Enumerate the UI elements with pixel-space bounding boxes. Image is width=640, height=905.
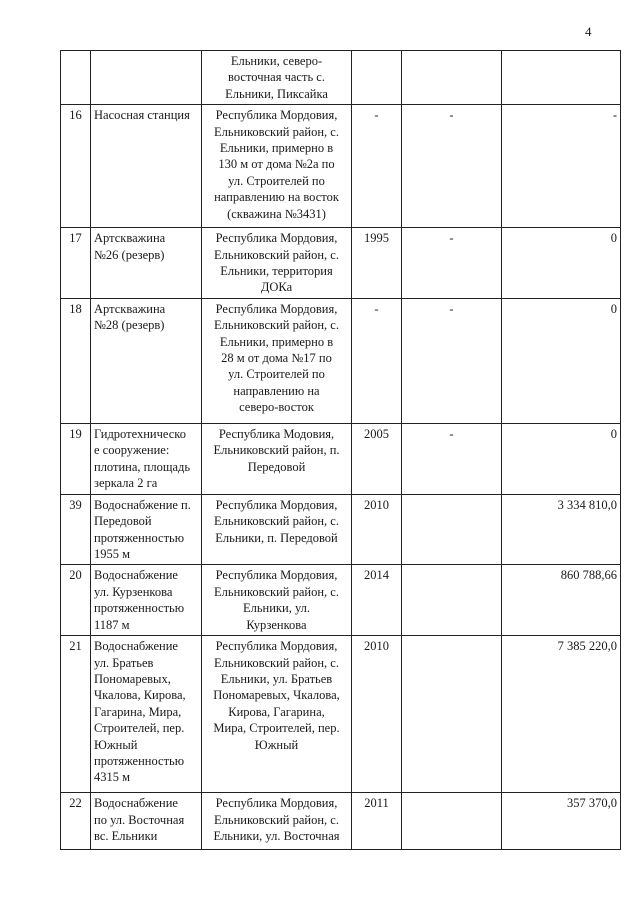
cost-cell [502, 51, 621, 105]
table-row [61, 228, 621, 299]
row-number-cell: 21 [61, 636, 91, 793]
column-5-cell: - [402, 423, 502, 494]
row-number-cell: 18 [61, 298, 91, 423]
object-name-cell: Водоснабжение ул. Курзенкова протяженностью 1187 м [91, 565, 202, 636]
row-number-cell: 19 [61, 423, 91, 494]
address-cell: Республика Мордовия, Ельниковский район, с. Ельники, п. Передовой [202, 494, 352, 565]
year-cell [352, 51, 402, 105]
row-number-cell: 20 [61, 565, 91, 636]
address-cell: Республика Мордовия, Ельниковский район, с. Ельники, ул. Курзенкова [202, 565, 352, 636]
object-name-cell: Водоснабжение ул. Братьев Пономаревых, Чкалова, Кирова, Гагарина, Мира, Строителей, пер. Южный протяженностью 4315 м [91, 636, 202, 793]
table-row [61, 105, 621, 228]
cost-cell: 860 788,66 [502, 565, 621, 636]
column-5-cell: - [402, 105, 502, 228]
object-name-cell: Гидротехническо е сооружение: плотина, площадь зеркала 2 га [91, 423, 202, 494]
column-5-cell: - [402, 298, 502, 423]
year-cell: 2010 [352, 494, 402, 565]
row-number-cell [61, 51, 91, 105]
table-row [61, 423, 621, 494]
object-name-cell [91, 51, 202, 105]
object-name-cell: Артскважина №26 (резерв) [91, 228, 202, 299]
address-cell: Республика Мордовия, Ельниковский район, с. Ельники, территория ДОКа [202, 228, 352, 299]
table-row [61, 793, 621, 850]
cost-cell: 7 385 220,0 [502, 636, 621, 793]
row-number-cell: 39 [61, 494, 91, 565]
cost-cell: 0 [502, 423, 621, 494]
table-row [61, 51, 621, 105]
year-cell: 2011 [352, 793, 402, 850]
row-number-cell: 17 [61, 228, 91, 299]
table-row [61, 636, 621, 793]
column-5-cell [402, 793, 502, 850]
address-cell: Республика Мордовия, Ельниковский район, с. Ельники, примерно в 28 м от дома №17 по ул. Строителей по направлению на северо-восток [202, 298, 352, 423]
address-cell: Республика Модовия, Ельниковский район, п. Передовой [202, 423, 352, 494]
address-cell: Республика Мордовия, Ельниковский район, с. Ельники, ул. Братьев Пономаревых, Чкалова, Кирова, Гагарина, Мира, Строителей, пер. Южный [202, 636, 352, 793]
address-cell: Республика Мордовия, Ельниковский район, с. Ельники, ул. Восточная [202, 793, 352, 850]
year-cell: 2005 [352, 423, 402, 494]
object-name-cell: Водоснабжение по ул. Восточная вс. Ельники [91, 793, 202, 850]
year-cell: - [352, 298, 402, 423]
property-registry-table [60, 50, 621, 850]
address-cell: Ельники, северо- восточная часть с. Ельники, Пиксайка [202, 51, 352, 105]
column-5-cell [402, 565, 502, 636]
row-number-cell: 16 [61, 105, 91, 228]
cost-cell: 0 [502, 298, 621, 423]
object-name-cell: Артскважина №28 (резерв) [91, 298, 202, 423]
cost-cell: - [502, 105, 621, 228]
object-name-cell: Водоснабжение п. Передовой протяженностью 1955 м [91, 494, 202, 565]
year-cell: 2014 [352, 565, 402, 636]
page-number: 4 [585, 24, 592, 39]
column-5-cell [402, 51, 502, 105]
year-cell: 2010 [352, 636, 402, 793]
cost-cell: 3 334 810,0 [502, 494, 621, 565]
column-5-cell [402, 636, 502, 793]
address-cell: Республика Мордовия, Ельниковский район, с. Ельники, примерно в 130 м от дома №2а по ул. Строителей по направлению на восток (скважина №3431) [202, 105, 352, 228]
row-number-cell: 22 [61, 793, 91, 850]
table-row [61, 565, 621, 636]
object-name-cell: Насосная станция [91, 105, 202, 228]
year-cell: - [352, 105, 402, 228]
column-5-cell: - [402, 228, 502, 299]
year-cell: 1995 [352, 228, 402, 299]
column-5-cell [402, 494, 502, 565]
cost-cell: 357 370,0 [502, 793, 621, 850]
table-row [61, 494, 621, 565]
table-row [61, 298, 621, 423]
cost-cell: 0 [502, 228, 621, 299]
